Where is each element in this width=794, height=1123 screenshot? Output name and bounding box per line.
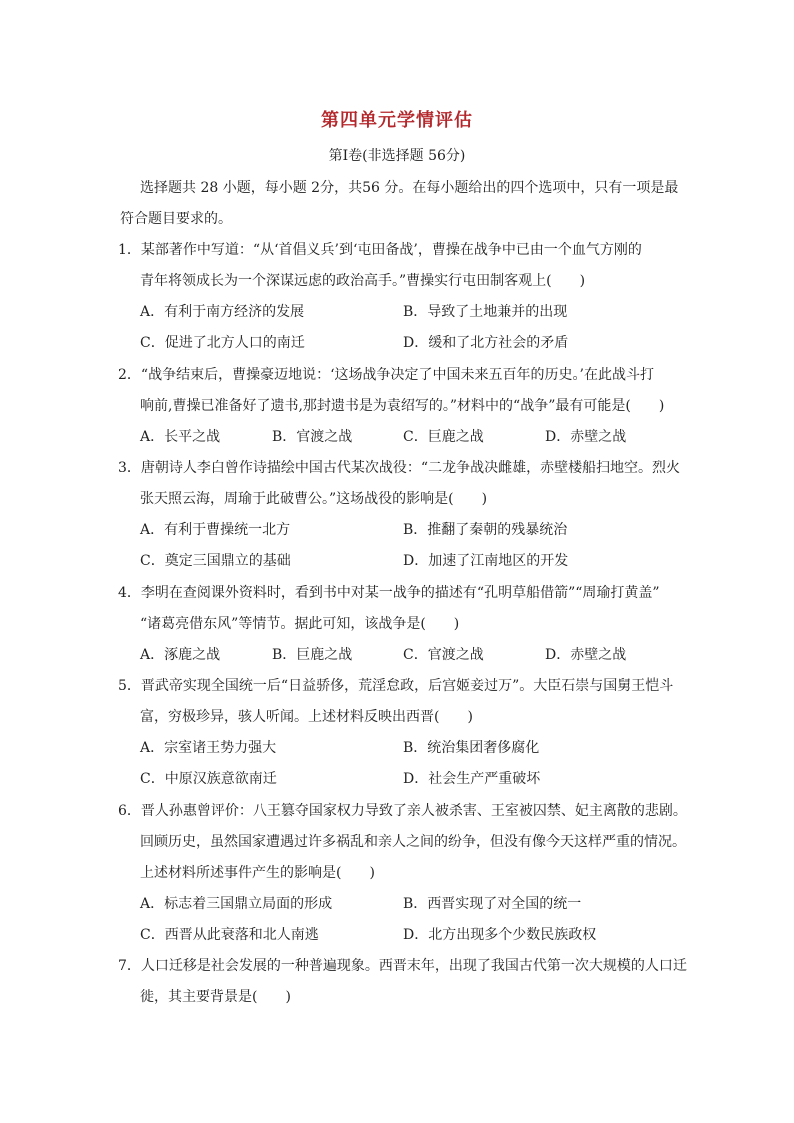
answer-option: D．北方出现多个少数民族政权 bbox=[403, 927, 597, 943]
question-stem: 3．唐朝诗人李白曾作诗描绘中国古代某次战役：“二龙争战决雌雄，赤壁楼船扫地空。烈火 bbox=[118, 460, 681, 476]
intro-line: 选择题共 28 小题，每小题 2分，共56 分。在每小题给出的四个选项中，只有一项是最 bbox=[140, 180, 679, 196]
page-title: 第四单元学情评估 bbox=[321, 110, 473, 131]
question-stem: 回顾历史，虽然国家遭遇过许多祸乱和亲人之间的纷争，但没有像今天这样严重的情况。 bbox=[140, 834, 686, 850]
answer-option: D．赤壁之战 bbox=[545, 647, 627, 663]
question-stem: 5．晋武帝实现全国统一后“日益骄侈，荒淫怠政，后宫姬妾过万”。大臣石崇与国舅王恺斗 bbox=[118, 678, 674, 694]
question-stem: 6．晋人孙惠曾评价：八王篡夺国家权力导致了亲人被杀害、王室被囚禁、妃主离散的悲剧。 bbox=[118, 803, 687, 819]
section-subtitle: 第Ⅰ卷(非选择题 56分) bbox=[328, 148, 466, 164]
answer-option: C．中原汉族意欲南迁 bbox=[140, 771, 277, 787]
answer-option: D．缓和了北方社会的矛盾 bbox=[403, 335, 569, 351]
answer-option: C．官渡之战 bbox=[403, 647, 484, 663]
question-stem: 张天照云海，周瑜于此破曹公。”这场战役的影响是( ) bbox=[140, 491, 488, 507]
answer-option: B．推翻了秦朝的残暴统治 bbox=[403, 522, 568, 538]
question-stem: 上述材料所述事件产生的影响是( ) bbox=[140, 865, 375, 881]
question-stem: 4．李明在查阅课外资料时，看到书中对某一战争的描述有“孔明草船借箭”“周瑜打黄盖” bbox=[118, 585, 660, 601]
answer-option: C．西晋从此衰落和北人南逃 bbox=[140, 927, 319, 943]
answer-option: A．标志着三国鼎立局面的形成 bbox=[140, 896, 333, 912]
answer-option: A．宗室诸王势力强大 bbox=[140, 740, 277, 756]
answer-option: B．统治集团奢侈腐化 bbox=[403, 740, 540, 756]
answer-option: A．涿鹿之战 bbox=[140, 647, 221, 663]
answer-option: C．奠定三国鼎立的基础 bbox=[140, 553, 291, 569]
answer-option: D．赤壁之战 bbox=[545, 429, 627, 445]
answer-option: C．巨鹿之战 bbox=[403, 429, 484, 445]
intro-line: 符合题目要求的。 bbox=[120, 211, 232, 227]
question-stem: “诸葛亮借东风”等情节。据此可知，该战争是( ) bbox=[140, 616, 460, 632]
question-stem: 2．“战争结束后，曹操豪迈地说：‘这场战争决定了中国未来五百年的历史。’在此战斗打 bbox=[118, 367, 654, 383]
question-stem: 响前,曹操已准备好了遗书,那封遗书是为袁绍写的。”材料中的“战争”最有可能是( ) bbox=[140, 398, 665, 414]
answer-option: D．加速了江南地区的开发 bbox=[403, 553, 569, 569]
answer-option: C．促进了北方人口的南迁 bbox=[140, 335, 305, 351]
question-stem: 富，穷极珍异，骇人听闻。上述材料反映出西晋( ) bbox=[140, 709, 473, 725]
question-stem: 青年将领成长为一个深谋远虑的政治高手。”曹操实行屯田制客观上( ) bbox=[140, 273, 586, 289]
question-stem: 7．人口迁移是社会发展的一种普遍现象。西晋末年，出现了我国古代第一次大规模的人口迁 bbox=[118, 958, 687, 974]
answer-option: A．有利于南方经济的发展 bbox=[140, 304, 305, 320]
answer-option: B．导致了土地兼并的出现 bbox=[403, 304, 568, 320]
question-stem: 徙，其主要背景是( ) bbox=[140, 989, 291, 1005]
answer-option: A．有利于曹操统一北方 bbox=[140, 522, 291, 538]
answer-option: D．社会生产严重破坏 bbox=[403, 771, 541, 787]
answer-option: B．官渡之战 bbox=[272, 429, 353, 445]
answer-option: A．长平之战 bbox=[140, 429, 221, 445]
question-stem: 1．某部著作中写道：“从‘首倡义兵’到‘屯田备战’，曹操在战争中已由一个血气方刚的 bbox=[118, 242, 642, 258]
answer-option: B．西晋实现了对全国的统一 bbox=[403, 896, 582, 912]
answer-option: B．巨鹿之战 bbox=[272, 647, 353, 663]
